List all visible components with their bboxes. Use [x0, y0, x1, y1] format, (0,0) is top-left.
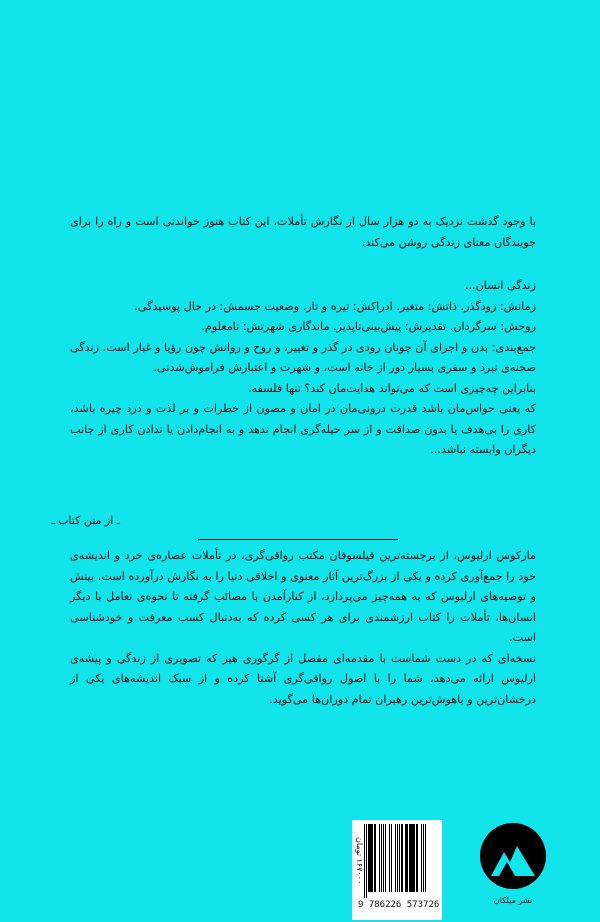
barcode-bar [409, 824, 410, 892]
barcode-bar [413, 824, 415, 892]
excerpt-line: که یعنی حواس‌مان باشد قدرت درونی‌مان در امان و مصون از خطرات و بر لذت و درد چیره باشد، کاری را بی‌هدف یا بدون صداقت و از سر حیله‌گری انجام ندهد و به انجام‌دادن یا ندادن کاری از جانب دیگران وابسته نباشد... [70, 402, 536, 456]
excerpt-line: جمع‌بندی: بدن و اجزای آن چونان رودی در گذر و تغییر، و روح و روانش چون رؤیا و غبار است. زندگی صحنه‌ی نبرد و سفری بسیار دور از خانه است، و شهرت و اعتبارش فراموش‌شدنی. [70, 340, 536, 374]
barcode-bar [391, 824, 392, 892]
barcode-bar [383, 824, 384, 892]
barcode-bar [405, 824, 406, 892]
barcode-bar [410, 824, 412, 892]
publisher-logo-icon [477, 818, 549, 908]
description-paragraph: نسخه‌ای که در دست شماست با مقدمه‌ای مفصل از گرگوری هیز که تصویری از زندگی و پیشه‌ی ارلیوس ارائه می‌دهد، شما را با اصول رواقی‌گری آشنا کرده و از سبک اندیشه‌های یکی از درخشان‌ترین و باهوش‌ترین رهبران تمام دوران‌ها می‌گوید. [70, 651, 536, 706]
barcode-bar [421, 824, 422, 892]
barcode-bar [406, 824, 408, 892]
barcode-bar [416, 824, 417, 892]
barcode-bar [368, 824, 370, 892]
price-label: ۱۶۷۰۰۰ تومان [355, 837, 364, 885]
excerpt-line: بنابراین چه‌چیزی است که می‌تواند هدایت‌مان کند؟ تنها فلسفه. [247, 381, 536, 395]
publisher-name: نشر میلکان [493, 896, 533, 905]
barcode-bar [425, 824, 426, 892]
barcode-bar [399, 824, 400, 892]
barcode-bar [395, 824, 396, 892]
barcode-bar [370, 824, 371, 892]
excerpt-block [70, 276, 536, 461]
barcode-bar [385, 824, 386, 892]
barcode-bar [379, 824, 380, 892]
excerpt-line: روحش: سرگردان. تقدیرش: پیش‌بینی‌ناپذیر. ماندگاری شهرتش: نامعلوم. [201, 320, 536, 333]
isbn-digits: 9 786226 573726 [358, 900, 440, 910]
quote-source: ـ از متن کتاب ـ [51, 514, 120, 527]
barcode-bar [374, 824, 375, 892]
description-block [70, 546, 536, 710]
excerpt-line: زمانش: زودگذر. ذاتش: متغیر. ادراکش: تیره و تار. وضعیت جسمش: در حال پوسیدگی. [134, 299, 536, 313]
barcode-bar [366, 824, 367, 898]
barcode-bar [389, 824, 390, 892]
barcode [352, 820, 442, 920]
barcode-bar [417, 824, 418, 892]
barcode-bar [397, 824, 398, 892]
intro-paragraph: با وجود گذشت نزدیک به دو هزار سال از نگارش تأملات، این کتاب هنوز خواندنی است و راه را برای جویندگان معنای زندگی روشن می‌کند. [70, 215, 536, 249]
description-paragraph: مارکوس ارلیوس، از برجسته‌ترین فیلسوفان مکتب رواقی‌گری، در تأملات عصاره‌ی خرد و اندیشه‌ی خود را جمع‌آوری کرده و یکی از بزرگ‌ترین آثار معنوی و اخلاقی دنیا را به نگارش درآورده است. بینش و توصیه‌های ارلیوس که به همه‌چیز می‌پردازد، از کنارآمدن با مصائب گرفته تا نحوه‌ی تعامل با دیگر انسان‌ها، تأملات را کتاب ارزشمندی برای هر کسی کرده که به‌دنبال کسب معرفت و خودشناسی است. [70, 549, 536, 644]
barcode-bar [381, 824, 382, 892]
excerpt-line: زندگی انسان... [464, 279, 536, 292]
barcode-bar [412, 824, 413, 892]
barcode-bar [401, 824, 403, 892]
barcode-bar [375, 824, 376, 892]
barcode-bar [371, 824, 373, 892]
barcode-bars [364, 824, 436, 898]
divider [198, 539, 398, 540]
barcode-bar [423, 824, 424, 892]
barcode-bar [364, 824, 365, 898]
